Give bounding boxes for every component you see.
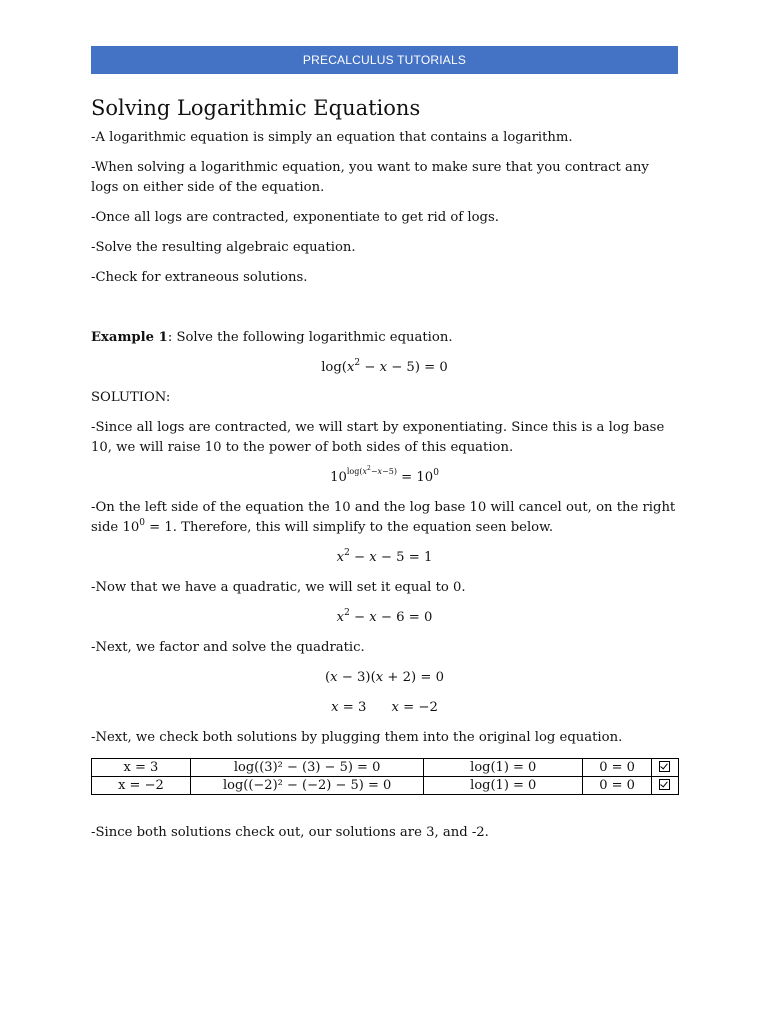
conclusion: -Since both solutions check out, our solutions are 3, and -2. bbox=[91, 825, 489, 840]
page-title: Solving Logarithmic Equations bbox=[91, 96, 421, 120]
step-check: -Next, we check both solutions by plugging them into the original log equation. bbox=[91, 730, 623, 745]
intro-line-4: -Solve the resulting algebraic equation. bbox=[91, 240, 356, 255]
power-expression: $10^0$ bbox=[122, 518, 145, 535]
equation-original: $\log(x^2 - x - 5) = 0$ bbox=[321, 358, 448, 375]
solution-label: SOLUTION: bbox=[91, 390, 171, 405]
example-heading bbox=[91, 328, 678, 348]
example-label: Example 1 bbox=[91, 330, 168, 345]
equation-simplified: $x^2 - x - 5 = 1$ bbox=[336, 548, 433, 565]
checkbox-checked-icon bbox=[659, 761, 670, 772]
table-cell-simplified: log(1) = 0 bbox=[424, 777, 583, 795]
table-cell-result: 0 = 0 bbox=[583, 777, 652, 795]
table-cell-x: x = 3 bbox=[92, 759, 191, 777]
step-cancel-text-b: = 1. Therefore, this will simplify to the equation seen below. bbox=[149, 520, 554, 535]
table-cell-check bbox=[651, 759, 678, 777]
table-cell-substitution: log((3)² − (3) − 5) = 0 bbox=[190, 759, 424, 777]
equation-quadratic: $x^2 - x - 6 = 0$ bbox=[336, 608, 433, 625]
step-factor: -Next, we factor and solve the quadratic. bbox=[91, 640, 365, 655]
table-cell-check bbox=[651, 777, 678, 795]
equation-exponentiated: $10^{log(x^2-x-5)} = 10^0$ bbox=[330, 465, 439, 485]
step-cancel-text-a: -On the left side of the equation the 10 and the log base 10 will cancel out, on the right side bbox=[91, 500, 676, 535]
table-cell-simplified: log(1) = 0 bbox=[424, 759, 583, 777]
step-set-zero: -Now that we have a quadratic, we will set it equal to 0. bbox=[91, 580, 466, 595]
table-row bbox=[92, 777, 679, 795]
table-row bbox=[92, 759, 679, 777]
intro-line-5: -Check for extraneous solutions. bbox=[91, 270, 308, 285]
check-table bbox=[91, 758, 679, 795]
checkbox-checked-icon bbox=[659, 779, 670, 790]
equation-roots: x = 3 x = −2 bbox=[331, 700, 438, 715]
example-prompt: : Solve the following logarithmic equation. bbox=[167, 330, 453, 345]
intro-line-1: -A logarithmic equation is simply an equation that contains a logarithm. bbox=[91, 130, 573, 145]
header-banner: PRECALCULUS TUTORIALS bbox=[91, 46, 678, 74]
table-cell-x: x = −2 bbox=[92, 777, 191, 795]
intro-line-3: -Once all logs are contracted, exponentiate to get rid of logs. bbox=[91, 210, 499, 225]
step-cancel bbox=[91, 498, 678, 538]
table-cell-result: 0 = 0 bbox=[583, 759, 652, 777]
intro-line-2: -When solving a logarithmic equation, you want to make sure that you contract any logs on either side of the equation. bbox=[91, 160, 649, 195]
table-cell-substitution: log((−2)² − (−2) − 5) = 0 bbox=[190, 777, 424, 795]
equation-factored: (x − 3)(x + 2) = 0 bbox=[325, 670, 444, 685]
step-exponentiate: -Since all logs are contracted, we will start by exponentiating. Since this is a log base 10, we will raise 10 to the power of both sides of this equation. bbox=[91, 420, 665, 455]
document-page bbox=[91, 46, 678, 843]
